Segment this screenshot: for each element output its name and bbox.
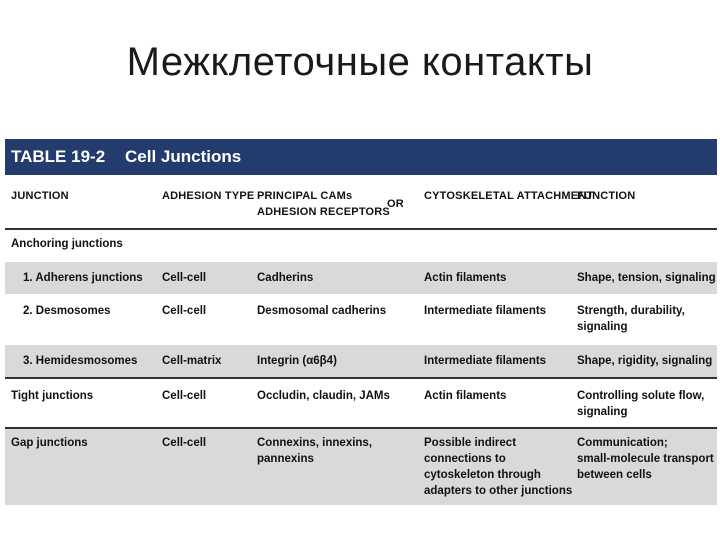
section-anchoring-junctions: Anchoring junctions <box>11 238 123 250</box>
row-adhesion: Cell-cell <box>162 305 207 317</box>
divider <box>5 228 717 230</box>
row-junction: 1. Adherens junctions <box>23 272 143 284</box>
row-junction: Tight junctions <box>11 390 94 402</box>
col-header-cytoskeletal-attachment: CYTOSKELETAL ATTACHMENT <box>424 190 594 202</box>
row-cyto: connections to <box>424 453 506 465</box>
row-cyto: Possible indirect <box>424 437 517 449</box>
table-name: Cell Junctions <box>125 147 242 166</box>
row-function: Shape, tension, signaling <box>577 272 716 284</box>
table-number: TABLE 19-2 <box>11 147 106 166</box>
row-cams: Integrin (α6β4) <box>257 355 337 367</box>
divider <box>5 377 717 379</box>
row-function: Shape, rigidity, signaling <box>577 355 713 367</box>
col-header-adhesion-receptors: ADHESION RECEPTORS <box>257 206 390 218</box>
row-adhesion: Cell-cell <box>162 272 207 284</box>
col-header-function: FUNCTION <box>577 190 636 202</box>
row-adhesion: Cell-cell <box>162 437 207 449</box>
row-cams: pannexins <box>257 453 314 465</box>
table-header-bar <box>5 139 717 175</box>
row-adhesion: Cell-cell <box>162 390 207 402</box>
row-cams: Desmosomal cadherins <box>257 305 387 317</box>
row-junction: Gap junctions <box>11 437 88 449</box>
slide-title: Межклеточные контакты <box>126 40 594 84</box>
row-junction: 2. Desmosomes <box>23 305 111 317</box>
row-cams: Occludin, claudin, JAMs <box>257 390 390 402</box>
cell-junctions-table <box>5 139 717 505</box>
row-function: between cells <box>577 469 652 481</box>
row-function: Strength, durability, <box>577 305 685 317</box>
col-header-or: OR <box>387 198 404 210</box>
row-cyto: Intermediate filaments <box>424 305 547 317</box>
row-adhesion: Cell-matrix <box>162 355 222 367</box>
col-header-junction: JUNCTION <box>11 190 69 202</box>
row-cams: Cadherins <box>257 272 314 284</box>
row-function: Controlling solute flow, <box>577 390 705 402</box>
row-function: signaling <box>577 406 628 418</box>
divider <box>5 427 717 429</box>
row-cyto: Actin filaments <box>424 272 507 284</box>
row-cyto: Intermediate filaments <box>424 355 547 367</box>
row-cams: Connexins, innexins, <box>257 437 373 449</box>
col-header-adhesion-type: ADHESION TYPE <box>162 190 255 202</box>
row-junction: 3. Hemidesmosomes <box>23 355 138 367</box>
row-function: signaling <box>577 321 628 333</box>
col-header-principal-cams: PRINCIPAL CAMs <box>257 190 353 202</box>
row-cyto: adapters to other junctions <box>424 485 573 497</box>
row-function: small-molecule transport <box>577 453 714 465</box>
row-cyto: cytoskeleton through <box>424 469 541 481</box>
row-function: Communication; <box>577 437 668 449</box>
row-cyto: Actin filaments <box>424 390 507 402</box>
